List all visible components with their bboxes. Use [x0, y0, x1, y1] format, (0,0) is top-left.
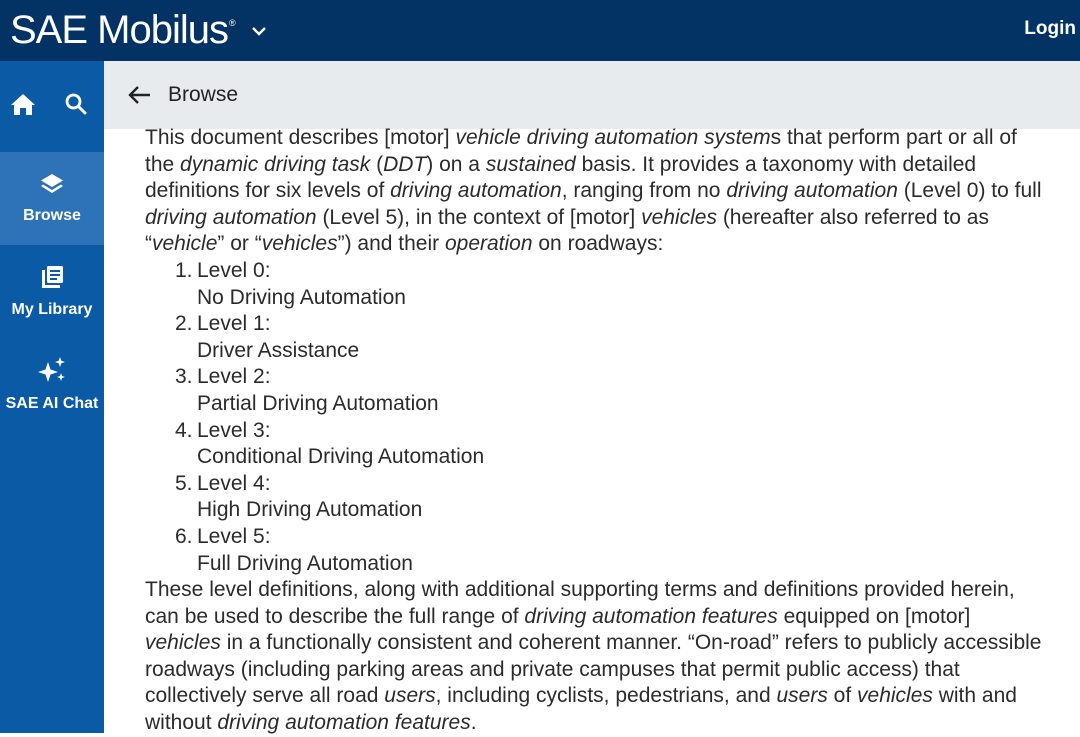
level-name: No Driving Automation: [197, 285, 406, 309]
defined-term: driving automation features: [524, 604, 778, 628]
level-label: Level 1:: [197, 312, 271, 336]
level-name: Full Driving Automation: [197, 551, 413, 575]
text-run: ) on a: [426, 152, 486, 176]
sidebar-item-label: My Library: [11, 301, 93, 318]
chevron-down-icon[interactable]: [252, 23, 266, 41]
text-run: (Level 5), in the context of [motor]: [316, 205, 642, 229]
text-run: , ranging from no: [561, 179, 727, 203]
text-run: in a functionally consistent and coherent manner. “On-road” refers to publicly accessible roadways (including parking areas and private campuses that permit public access) that collectively serve all road: [145, 631, 1042, 708]
defined-term: vehicles: [261, 232, 338, 256]
text-run: with and without: [145, 684, 1017, 735]
document-body: [145, 125, 1045, 737]
layers-icon: [39, 172, 65, 207]
defined-term: vehicle: [152, 232, 218, 256]
text-run: , including cyclists, pedestrians, and: [435, 684, 777, 708]
text-run: equipped on [motor]: [777, 604, 971, 628]
browse-header: [104, 61, 1080, 129]
search-icon[interactable]: [64, 92, 88, 121]
text-run: of: [827, 684, 858, 708]
level-name: High Driving Automation: [197, 498, 423, 522]
list-number: 3.: [175, 365, 193, 389]
sidebar-item-browse[interactable]: [0, 152, 104, 245]
defined-term: driving automation: [145, 205, 317, 229]
defined-term: driving automation features: [217, 711, 471, 735]
brand-logo: SAE Mobilus: [10, 7, 228, 52]
page-title: Browse: [168, 83, 239, 106]
list-item: [145, 524, 1045, 577]
list-number: 1.: [175, 258, 193, 282]
defined-term: sustained: [485, 152, 576, 176]
sidebar-item-sae-ai-chat[interactable]: [0, 338, 104, 431]
defined-term: vehicles: [857, 684, 933, 708]
list-number: 2.: [175, 312, 193, 336]
text-run: .: [470, 711, 477, 735]
defined-term: driving automation: [390, 179, 562, 203]
back-arrow-icon[interactable]: [128, 85, 152, 105]
list-number: 6.: [175, 524, 193, 548]
text-run: These level definitions, along with additional supporting terms and definitions provided herein, can be used to describe the full range of: [145, 578, 1015, 628]
level-label: Level 3:: [197, 418, 271, 442]
brand-menu[interactable]: [10, 6, 266, 54]
intro-paragraph: [145, 125, 1045, 258]
text-run: s that perform part or all of the: [145, 126, 1017, 176]
list-item: [145, 471, 1045, 524]
automation-levels-list: [145, 258, 1045, 577]
level-label: Level 4:: [197, 471, 271, 495]
defined-term: users: [776, 684, 828, 708]
text-run: on roadways:: [532, 232, 664, 256]
defined-term: driving automation: [726, 179, 898, 203]
defined-term: dynamic driving task: [180, 152, 371, 176]
level-label: Level 0:: [197, 258, 271, 282]
level-name: Driver Assistance: [197, 338, 360, 362]
list-number: 5.: [175, 471, 193, 495]
text-run: (Level 0) to full: [897, 179, 1042, 203]
defined-term: vehicles: [145, 631, 221, 655]
list-number: 4.: [175, 418, 193, 442]
library-icon: [39, 264, 65, 301]
sparkle-icon: [37, 356, 67, 395]
sidebar-item-label: SAE AI Chat: [5, 395, 99, 412]
text-run: ” or “: [217, 232, 262, 256]
list-item: [145, 311, 1045, 364]
sidebar-top-actions: [0, 61, 104, 152]
defined-term: operation: [444, 232, 533, 256]
level-label: Level 5:: [197, 524, 271, 548]
text-run: This document describes [motor]: [145, 126, 456, 149]
top-bar: [0, 0, 1080, 61]
defined-term: DDT: [383, 152, 427, 176]
login-button[interactable]: Login: [1024, 18, 1076, 39]
outro-paragraph: [145, 577, 1045, 737]
sidebar-item-my-library[interactable]: [0, 245, 104, 338]
list-item: [145, 364, 1045, 417]
text-run: (: [370, 152, 384, 176]
trademark-mark: ®: [228, 18, 236, 28]
text-run: basis. It provides a taxonomy with detailed definitions for six levels of: [145, 152, 977, 203]
text-run: (hereafter also referred to as “: [145, 205, 989, 256]
sidebar-item-label: Browse: [23, 207, 81, 224]
list-item: [145, 418, 1045, 471]
defined-term: vehicle driving automation system: [455, 126, 771, 149]
defined-term: vehicles: [641, 205, 717, 229]
level-name: Conditional Driving Automation: [197, 445, 485, 469]
defined-term: users: [384, 684, 436, 708]
sidebar: [0, 61, 104, 733]
text-run: ”) and their: [337, 232, 445, 256]
level-label: Level 2:: [197, 365, 271, 389]
home-icon[interactable]: [10, 92, 36, 121]
level-name: Partial Driving Automation: [197, 391, 439, 415]
list-item: [145, 258, 1045, 311]
